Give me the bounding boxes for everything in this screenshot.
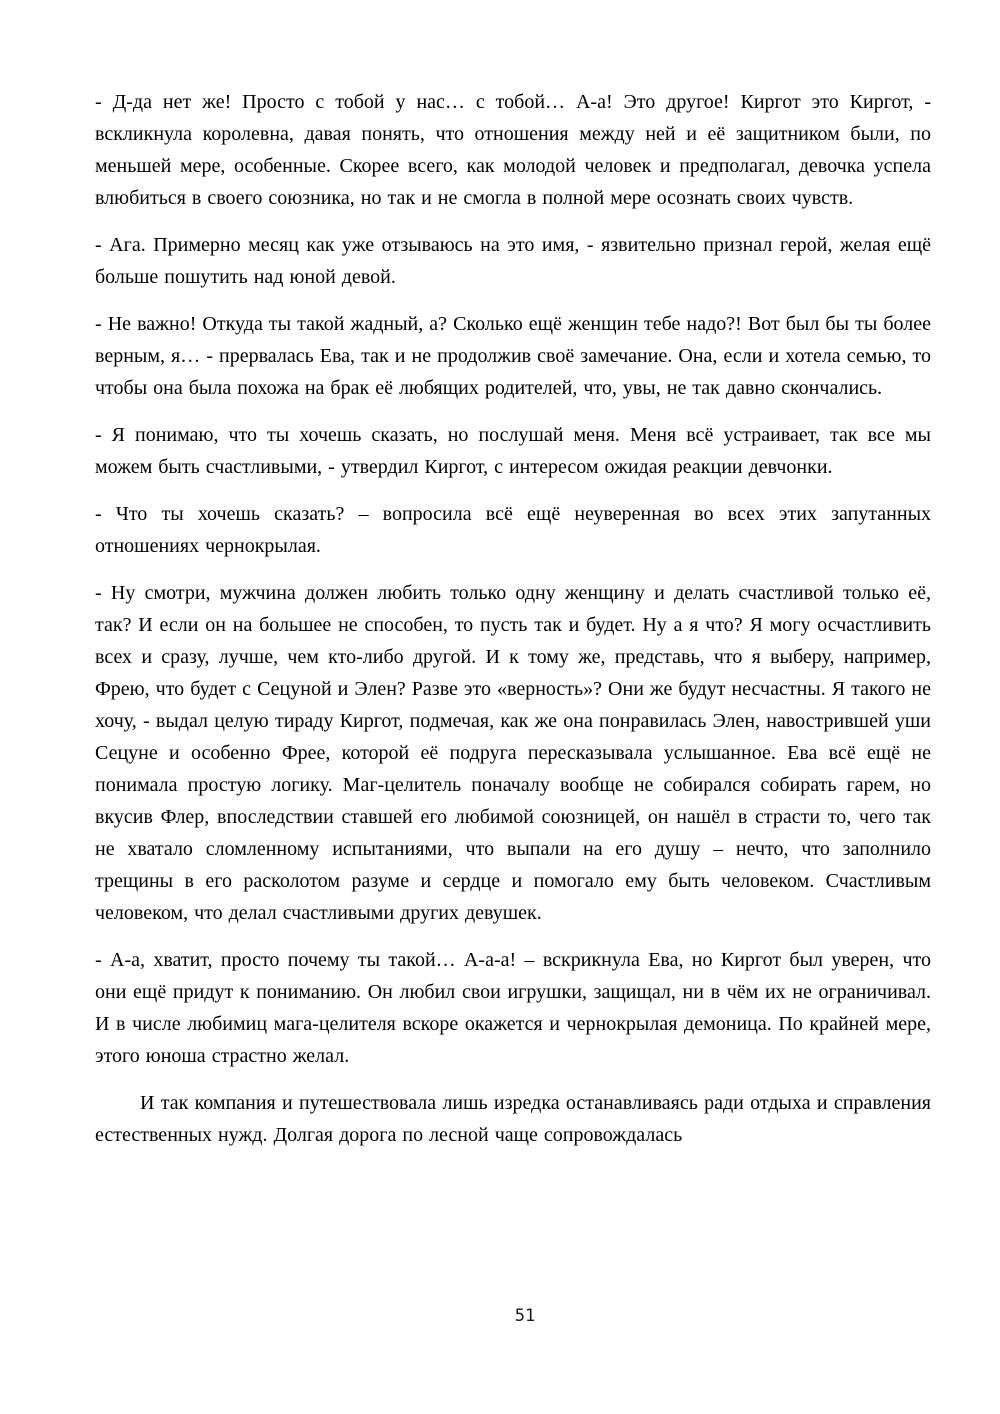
paragraph: - Ну смотри, мужчина должен любить только одну женщину и делать счастливой только её, так? И если он на большее не способен, то пусть так и будет. Ну а я что? Я могу осчастливить всех и сразу, лучше, чем кто-либо другой. И к тому же, представь, что я выберу, например, Фрею, что будет с Сецуной и Элен? Разве это «верность»? Они же будут несчастны. Я такого не хочу, - выдал целую тираду Киргот, подмечая, как же она понравилась Элен, навострившей уши Сецуне и особенно Фрее, которой её подруга пересказывала услышанное. Ева всё ещё не понимала простую логику. Маг-целитель поначалу вообще не собирался собирать гарем, но вкусив Флер, впоследствии ставшей его любимой союзницей, он нашёл в страсти то, чего так не хватало сломленному испытаниями, что выпали на его душу – нечто, что заполнило трещины в его расколотом разуме и сердце и помогало ему быть человеком. Счастливым человеком, что делал счастливыми других девушек. xyxy=(95,582,931,924)
paragraph: И так компания и путешествовала лишь изредка останавливаясь ради отдыха и справления естественных нужд. Долгая дорога по лесной чаще сопровождалась xyxy=(95,1092,931,1146)
page-number: 51 xyxy=(514,1306,536,1326)
paragraph: - Я понимаю, что ты хочешь сказать, но послушай меня. Меня всё устраивает, так все мы можем быть счастливыми, - утвердил Киргот, с интересом ожидая реакции девчонки. xyxy=(95,424,931,478)
paragraph: - Что ты хочешь сказать? – вопросила всё ещё неуверенная во всех этих запутанных отношениях чернокрылая. xyxy=(95,503,931,557)
text-block xyxy=(95,86,931,1166)
paragraph: - Ага. Примерно месяц как уже отзываюсь на это имя, - язвительно признал герой, желая ещё больше пошутить над юной девой. xyxy=(95,234,931,288)
paragraph: - Не важно! Откуда ты такой жадный, а? Сколько ещё женщин тебе надо?! Вот был бы ты более верным, я… - прервалась Ева, так и не продолжив своё замечание. Она, если и хотела семью, то чтобы она была похожа на брак её любящих родителей, что, увы, не так давно скончались. xyxy=(95,313,931,399)
paragraph: - А-а, хватит, просто почему ты такой… А-а-а! – вскрикнула Ева, но Киргот был уверен, что они ещё придут к пониманию. Он любил свои игрушки, защищал, ни в чём их не ограничивал. И в числе любимиц мага-целителя вскоре окажется и чернокрылая демоница. По крайней мере, этого юноша страстно желал. xyxy=(95,949,931,1067)
paragraph: - Д-да нет же! Просто с тобой у нас… с тобой… А-а! Это другое! Киргот это Киргот, - вскликнула королевна, давая понять, что отношения между ней и её защитником были, по меньшей мере, особенные. Скорее всего, как молодой человек и предполагал, девочка успела влюбиться в своего союзника, но так и не смогла в полной мере осознать своих чувств. xyxy=(95,91,931,209)
